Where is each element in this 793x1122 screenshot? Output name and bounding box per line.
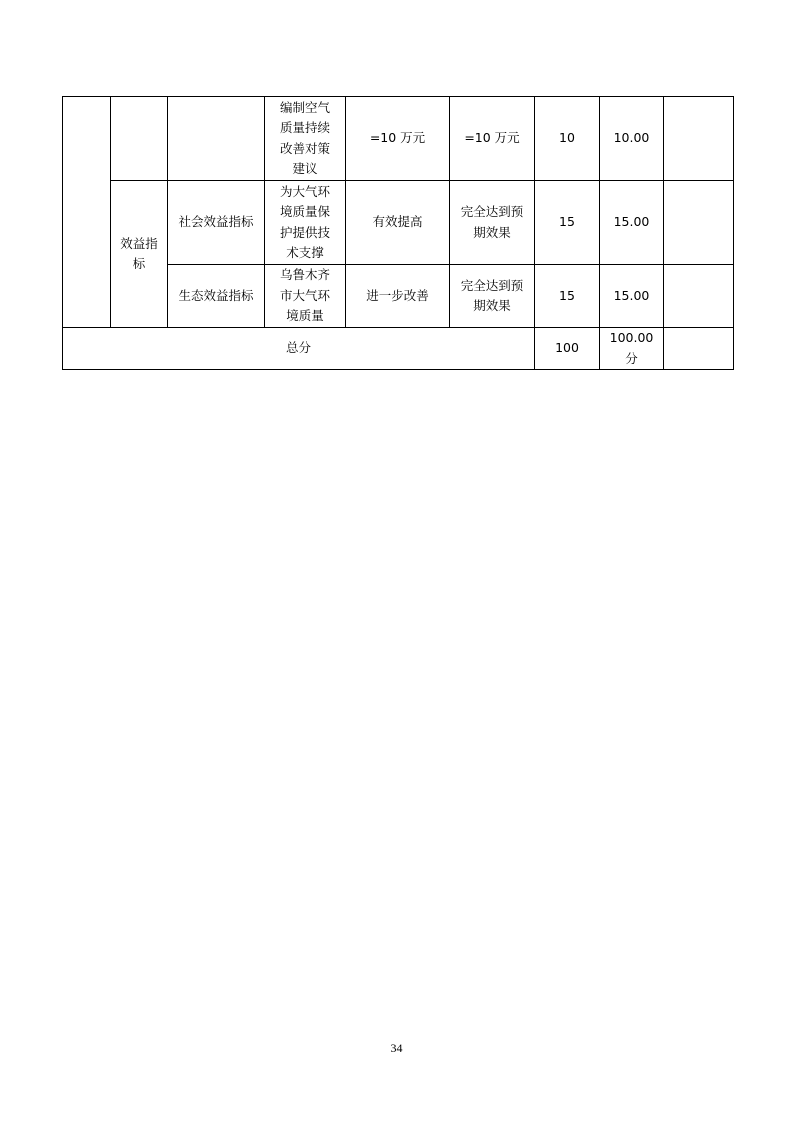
weight-cell: 10 <box>535 97 600 181</box>
sub-category-cell: 社会效益指标 <box>168 181 265 265</box>
weight-cell: 15 <box>535 265 600 328</box>
indicator-cell: 乌鲁木齐 市大气环 境质量 <box>265 265 346 328</box>
remark-cell <box>664 97 734 181</box>
table-row <box>63 181 734 265</box>
benefit-group-cell: 效益指 标 <box>111 181 168 328</box>
target-cell: 有效提高 <box>346 181 450 265</box>
category-cell <box>63 97 111 328</box>
actual-cell: 完全达到预 期效果 <box>450 181 535 265</box>
remark-cell <box>664 265 734 328</box>
table-row <box>63 97 734 181</box>
score-cell: 10.00 <box>600 97 664 181</box>
table-row-total <box>63 328 734 370</box>
page-number: 34 <box>390 1041 403 1055</box>
indicator-cell: 为大气环 境质量保 护提供技 术支撑 <box>265 181 346 265</box>
score-cell: 15.00 <box>600 181 664 265</box>
indicator-cell: 编制空气 质量持续 改善对策 建议 <box>265 97 346 181</box>
performance-table <box>62 96 734 370</box>
remark-cell <box>664 181 734 265</box>
total-weight-cell: 100 <box>535 328 600 370</box>
actual-cell: =10 万元 <box>450 97 535 181</box>
total-remark-cell <box>664 328 734 370</box>
weight-cell: 15 <box>535 181 600 265</box>
target-cell: =10 万元 <box>346 97 450 181</box>
sub-category-cell: 生态效益指标 <box>168 265 265 328</box>
sub-category-cell <box>168 97 265 181</box>
score-cell: 15.00 <box>600 265 664 328</box>
group-cell <box>111 97 168 181</box>
total-score-cell: 100.00 分 <box>600 328 664 370</box>
actual-cell: 完全达到预 期效果 <box>450 265 535 328</box>
target-cell: 进一步改善 <box>346 265 450 328</box>
total-label-cell: 总分 <box>63 328 535 370</box>
